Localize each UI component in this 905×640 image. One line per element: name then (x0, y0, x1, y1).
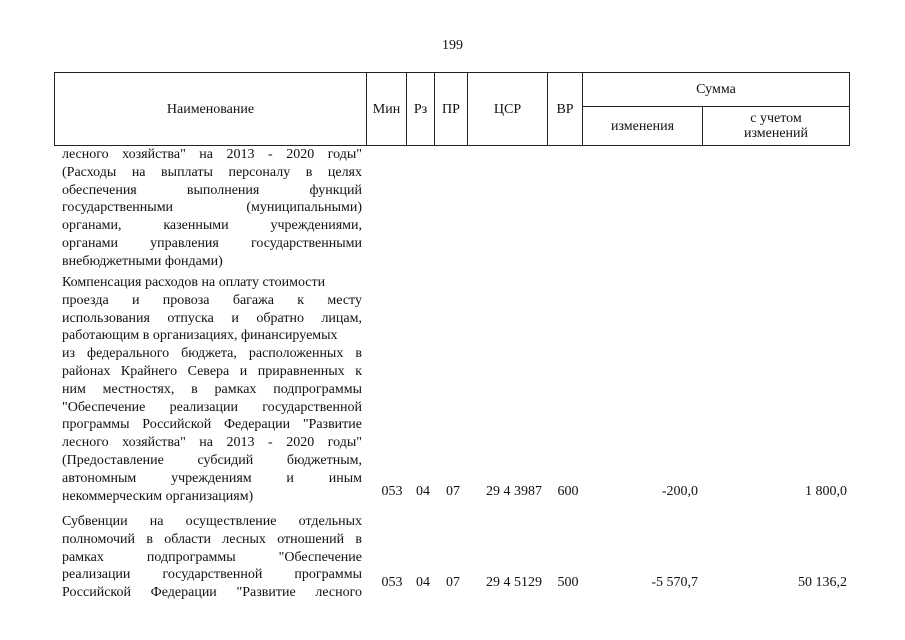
header-vr: ВР (547, 72, 583, 146)
cell-rz: 04 (416, 575, 430, 590)
cell-change: -200,0 (661, 484, 698, 499)
row-name (62, 513, 362, 602)
row-name-line: (Предоставление субсидий бюджетным, (62, 452, 362, 468)
row-name-line: работающим в организациях, финансируемых (62, 328, 338, 344)
row-name-line: полномочий в области лесных отношений в (62, 531, 362, 547)
header-csr: ЦСР (467, 72, 548, 146)
row-name-line: Российской Федерации "Развитие лесного (62, 585, 362, 601)
header-with-change-line1: с учетом (750, 111, 802, 126)
row-name (62, 146, 362, 271)
row-name-line: "Обеспечение реализации государственной (62, 399, 362, 415)
cell-pr: 07 (446, 484, 460, 499)
row-name-line: органами управления государственными (62, 235, 362, 251)
page-number: 199 (442, 38, 463, 53)
row-name-line: рамках подпрограммы "Обеспечение (62, 549, 362, 565)
row-name-line: Субвенции на осуществление отдельных (62, 514, 362, 529)
row-name (62, 274, 362, 505)
header-min: Мин (366, 72, 407, 146)
row-name-line: использования отпуска и обратно лицам, (62, 310, 362, 326)
row-name-line: внебюджетными фондами) (62, 253, 223, 269)
header-change: изменения (582, 106, 703, 146)
row-name-line: реализации государственной программы (62, 567, 362, 583)
row-name-line: автономным учреждениям и иным (62, 470, 362, 486)
row-name-line: органами, казенными учреждениями, (62, 218, 362, 234)
row-name-line: ним местностях, в рамках подпрограммы (62, 381, 362, 397)
cell-total: 50 136,2 (798, 575, 847, 590)
header-name: Наименование (54, 72, 367, 146)
row-name-line: (Расходы на выплаты персоналу в целях (62, 164, 362, 180)
header-with-change-line2: изменений (743, 126, 809, 141)
cell-vr: 500 (557, 575, 579, 590)
row-name-line: обеспечения выполнения функций (62, 182, 362, 198)
cell-vr: 600 (557, 484, 579, 499)
cell-csr: 29 4 3987 (486, 484, 542, 499)
cell-csr: 29 4 5129 (486, 575, 542, 590)
cell-min: 053 (381, 575, 403, 590)
header-pr: ПР (434, 72, 468, 146)
row-name-line: программы Российской Федерации "Развитие (62, 417, 362, 433)
cell-total: 1 800,0 (805, 484, 847, 499)
header-rz: Рз (406, 72, 435, 146)
cell-change: -5 570,7 (651, 575, 698, 590)
row-name-line: лесного хозяйства" на 2013 - 2020 годы" (62, 147, 362, 162)
cell-rz: 04 (416, 484, 430, 499)
row-name-line: некоммерческим организациям) (62, 488, 254, 504)
cell-pr: 07 (446, 575, 460, 590)
header-with-change (702, 106, 850, 146)
row-name-line: проезда и провоза багажа к месту (62, 292, 362, 308)
header-sum: Сумма (582, 72, 850, 107)
cell-min: 053 (381, 484, 403, 499)
row-name-line: государственными (муниципальными) (62, 200, 362, 216)
row-name-line: лесного хозяйства" на 2013 - 2020 годы" (62, 435, 362, 451)
row-name-line: из федерального бюджета, расположенных в (62, 346, 362, 362)
row-name-line: районах Крайнего Севера и приравненных к (62, 363, 362, 379)
row-name-line: Компенсация расходов на оплату стоимости (62, 275, 326, 290)
